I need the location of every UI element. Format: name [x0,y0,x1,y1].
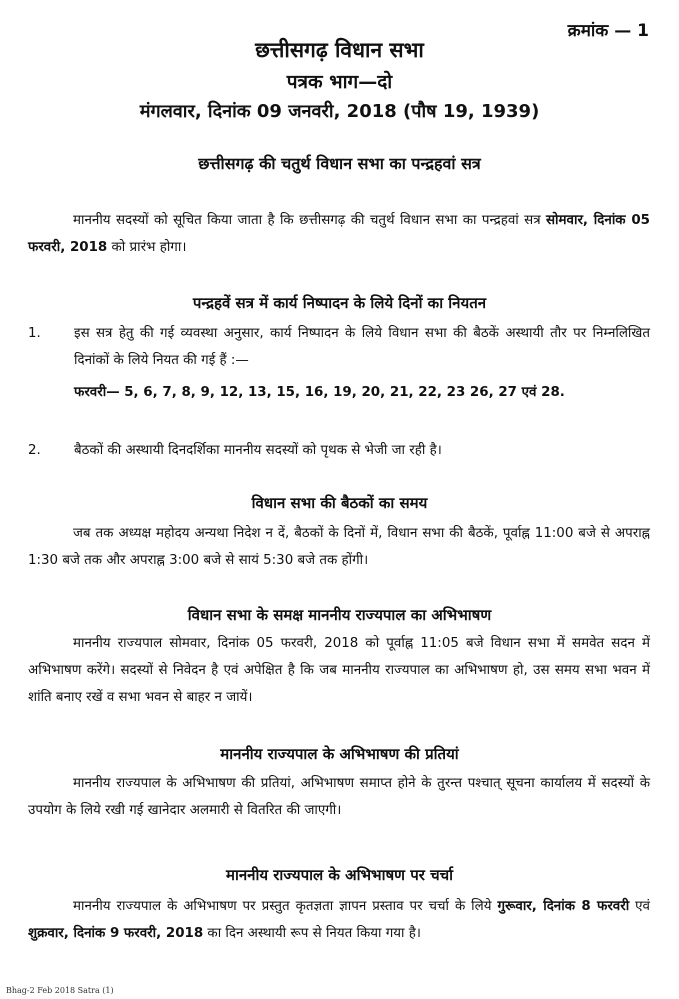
serial-number: क्रमांक — 1 [567,21,649,41]
section-heading-address: विधान सभा के समक्ष माननीय राज्यपाल का अभिभाषण [187,606,492,624]
section-heading-timing: विधान सभा की बैठकों का समय [251,494,428,512]
item-text-1: इस सत्र हेतु की गई व्यवस्था अनुसार, कार्य निष्पादन के लिये विधान सभा की बैठकें अस्थायी तौर पर निम्नलिखित दिनांकों के लिये नियत की गई हैं :— [74,326,650,368]
bulletin-part: पत्रक भाग—दो [286,71,393,93]
timing-paragraph [28,520,650,574]
discussion-end: का दिन अस्थायी रूप से नियत किया गया है। [207,926,421,941]
discussion-text: माननीय राज्यपाल के अभिभाषण पर प्रस्तुत कृतज्ञता ज्ञापन प्रस्ताव पर चर्चा के लिये [73,899,492,914]
section-heading-copies: माननीय राज्यपाल के अभिभाषण की प्रतियां [220,745,459,763]
address-text: माननीय राज्यपाल सोमवार, दिनांक 05 फरवरी, 2018 को पूर्वाह्न 11:05 बजे विधान सभा में समवेत सदन में अभिभाषण करेंगे। सदस्यों से निवेदन है एवं अपेक्षित है कि जब माननीय राज्यपाल का अभिभाषण हो, उस समय सभा भवन में शांति बनाए रखें व सभा भवन से बाहर न जायें। [28,636,650,705]
intro-end: को प्रारंभ होगा। [111,240,187,255]
discussion-paragraph [28,893,650,947]
item-number-2: 2. [28,443,41,458]
bulletin-date: मंगलवार, दिनांक 09 जनवरी, 2018 (पौष 19, 1939) [139,101,540,122]
item-number-1: 1. [28,326,41,341]
discussion-conjunction: एवं [635,899,650,914]
intro-paragraph [28,207,650,261]
intro-date: सोमवार, दिनांक 05 फरवरी, 2018 [28,213,650,255]
session-title: छत्तीसगढ़ की चतुर्थ विधान सभा का पन्द्रहवां सत्र [198,154,481,173]
address-paragraph [28,630,650,711]
section-heading-discussion: माननीय राज्यपाल के अभिभाषण पर चर्चा [225,866,454,884]
intro-text: माननीय सदस्यों को सूचित किया जाता है कि छत्तीसगढ़ की चतुर्थ विधान सभा का पन्द्रहवां सत्र [73,213,541,228]
discussion-date-2: शुक्रवार, दिनांक 9 फरवरी, 2018 [28,926,204,941]
copies-paragraph [28,770,650,824]
section-heading-allotment: पन्द्रहवें सत्र में कार्य निष्पादन के लिये दिनों का नियतन [192,294,487,312]
sitting-dates: फरवरी— 5, 6, 7, 8, 9, 12, 13, 15, 16, 19, 20, 21, 22, 23 26, 27 एवं 28. [74,385,565,400]
item-text-2: बैठकों की अस्थायी दिनदर्शिका माननीय सदस्यों को पृथक से भेजी जा रही है। [74,443,442,458]
footer-reference: Bhag-2 Feb 2018 Satra (1) [6,986,114,995]
assembly-title: छत्तीसगढ़ विधान सभा [255,38,424,62]
discussion-date-1: गुरूवार, दिनांक 8 फरवरी [497,899,630,914]
copies-text: माननीय राज्यपाल के अभिभाषण की प्रतियां, अभिभाषण समाप्त होने के तुरन्त पश्चात् सूचना कार्यालय में सदस्यों के उपयोग के लिये रखी गई खानेदार अलमारी से वितरित की जाएगी। [28,776,650,818]
timing-text: जब तक अध्यक्ष महोदय अन्यथा निदेश न दें, बैठकों के दिनों में, विधान सभा की बैठकें, पूर्वाह्न 11:00 बजे से अपराह्न 1:30 बजे तक और अपराह्न 3:00 बजे से सायं 5:30 बजे तक होंगी। [28,526,650,568]
